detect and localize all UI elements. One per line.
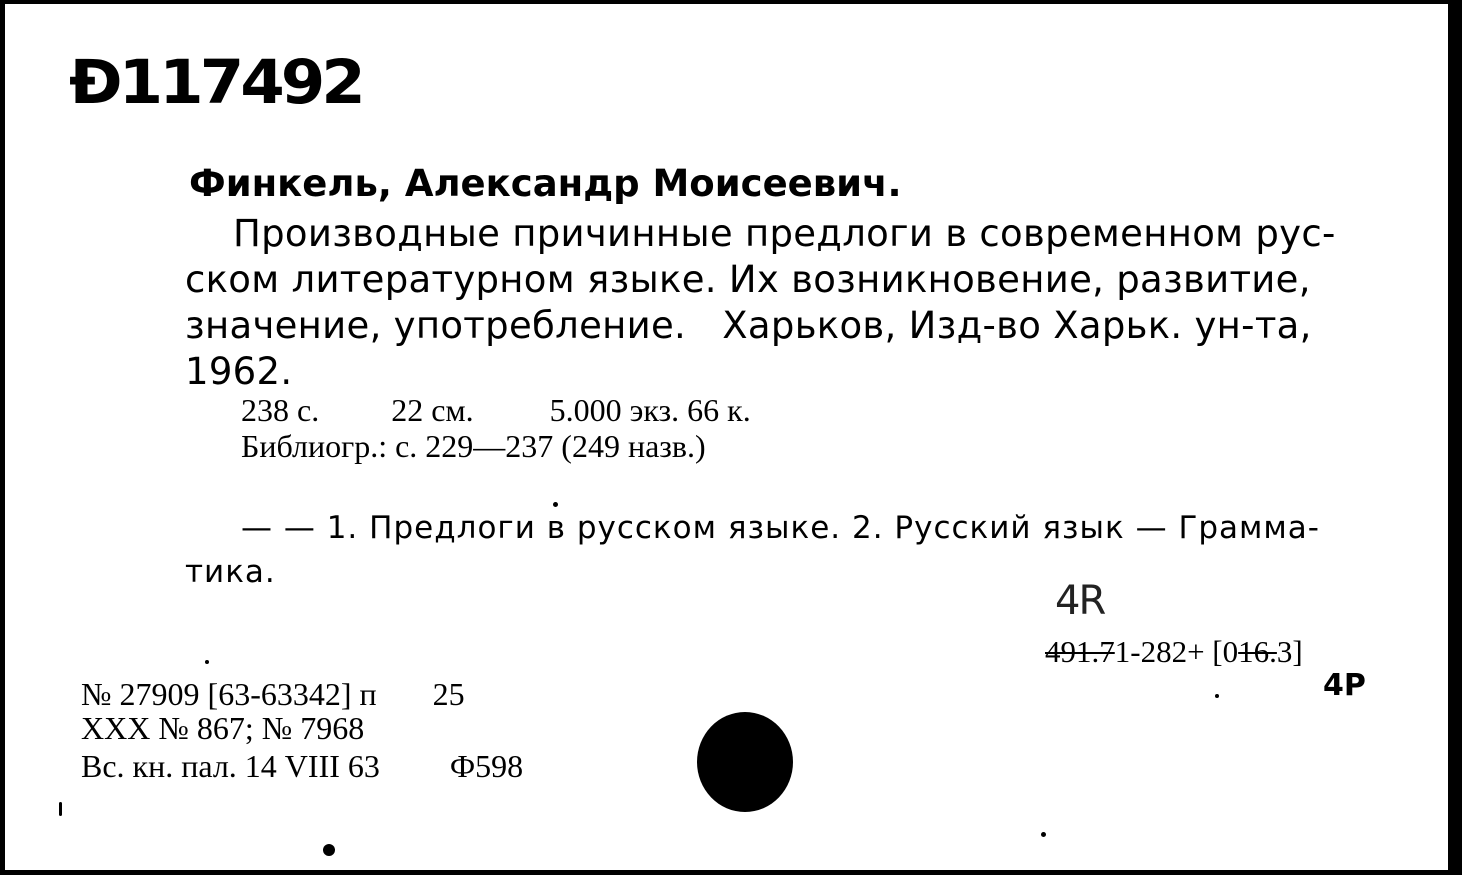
title-line-1: Производные причинные предлоги в современном рус- [233, 212, 1336, 255]
collation-pages: 238 с. [241, 392, 320, 428]
author-heading: Финкель, Александр Моисеевич. [189, 162, 902, 205]
punch-hole [697, 712, 793, 812]
handwritten-code: 4R [1055, 578, 1105, 624]
title-line-4: 1962. [185, 350, 293, 393]
collation [241, 392, 751, 429]
speck [59, 802, 62, 816]
classification-code [1045, 634, 1303, 670]
accession-line-1 [81, 676, 465, 713]
class-code-struck-2: 16. [1238, 634, 1277, 669]
chamber-date: Вс. кн. пал. 14 VIII 63 [81, 748, 380, 784]
speck [1215, 694, 1219, 698]
class-code-middle: 1-282+ [0 [1114, 634, 1239, 669]
speck [205, 660, 209, 664]
class-code-struck-1: 491.7 [1045, 634, 1115, 669]
class-code-end: 3] [1276, 634, 1303, 669]
form-code: Ф598 [449, 748, 524, 784]
title-line-3: значение, употребление. Харьков, Изд-во Харьк. ун-та, [185, 304, 1312, 347]
handwritten-card-number: Ð117492 [69, 47, 362, 119]
speck [323, 844, 335, 856]
subject-headings-line-2: тика. [185, 554, 276, 590]
accession-line-3 [81, 748, 523, 785]
bibliography-note: Библиогр.: с. 229—237 (249 назв.) [241, 428, 706, 464]
accession-line-2: XXX № 867; № 7968 [81, 710, 365, 746]
speck [1041, 832, 1046, 837]
collation-size: 22 см. [391, 392, 474, 428]
accession-count: 25 [432, 676, 465, 712]
speck [553, 502, 558, 507]
title-line-2: ском литературном языке. Их возникновение, развитие, [185, 258, 1311, 301]
shelf-mark: 4Р [1323, 668, 1366, 703]
collation-copies-price: 5.000 экз. 66 к. [549, 392, 751, 428]
accession-number: № 27909 [63-63342] п [81, 676, 377, 712]
subject-headings-line-1: — — 1. Предлоги в русском языке. 2. Русский язык — Грамма- [241, 510, 1320, 546]
